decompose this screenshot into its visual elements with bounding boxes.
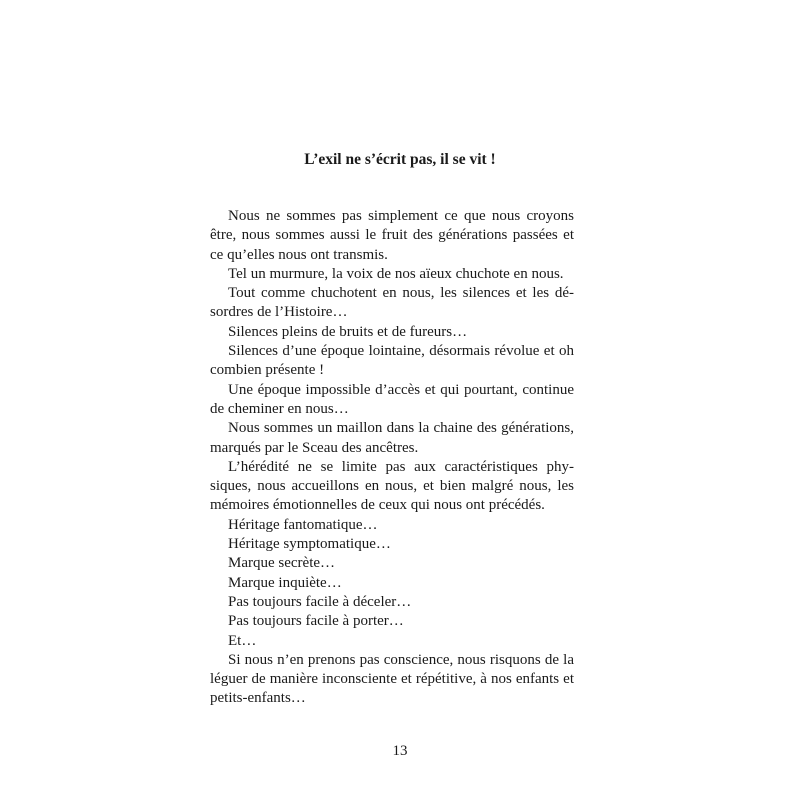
paragraph: Nous sommes un maillon dans la chaine des générations, marqués par le Sceau des ancêtres. — [210, 420, 574, 456]
paragraph: Et… — [228, 632, 257, 649]
page-number: 13 — [392, 743, 408, 759]
paragraph: Tout comme chuchotent en nous, les silences et les désordres de l’Histoire… — [210, 285, 574, 321]
paragraph: Pas toujours facile à déceler… — [228, 593, 412, 610]
body-text — [210, 207, 574, 709]
paragraph: Héritage fantomatique… — [228, 516, 378, 533]
paragraph: Silences pleins de bruits et de fureurs… — [228, 323, 468, 340]
paragraph: Une époque impossible d’accès et qui pourtant, continue de cheminer en nous… — [210, 381, 574, 417]
paragraph: Pas toujours facile à porter… — [228, 613, 404, 630]
chapter-title: L’exil ne s’écrit pas, il se vit ! — [304, 151, 496, 168]
paragraph: Nous ne sommes pas simplement ce que nous croyons être, nous sommes aussi le fruit des générations passées et ce qu’elles nous ont transmis. — [210, 208, 574, 263]
paragraph: Silences d’une époque lointaine, désormais révolue et oh combien présente ! — [210, 343, 574, 379]
paragraph: Tel un murmure, la voix de nos aïeux chuchote en nous. — [228, 265, 564, 282]
paragraph: Marque inquiète… — [228, 574, 342, 591]
paragraph: Marque secrète… — [228, 555, 336, 572]
paragraph: L’hérédité ne se limite pas aux caractéristiques physiques, nous accueillons en nous, et bien malgré nous, les mémoires émotionnelles de ceux qui nous ont précédés. — [210, 458, 574, 514]
paragraph: Héritage symptomatique… — [228, 536, 391, 553]
paragraph: Si nous n’en prenons pas conscience, nous risquons de la léguer de manière inconsciente et répétitive, à nos enfants et petits-enfants… — [210, 651, 574, 707]
